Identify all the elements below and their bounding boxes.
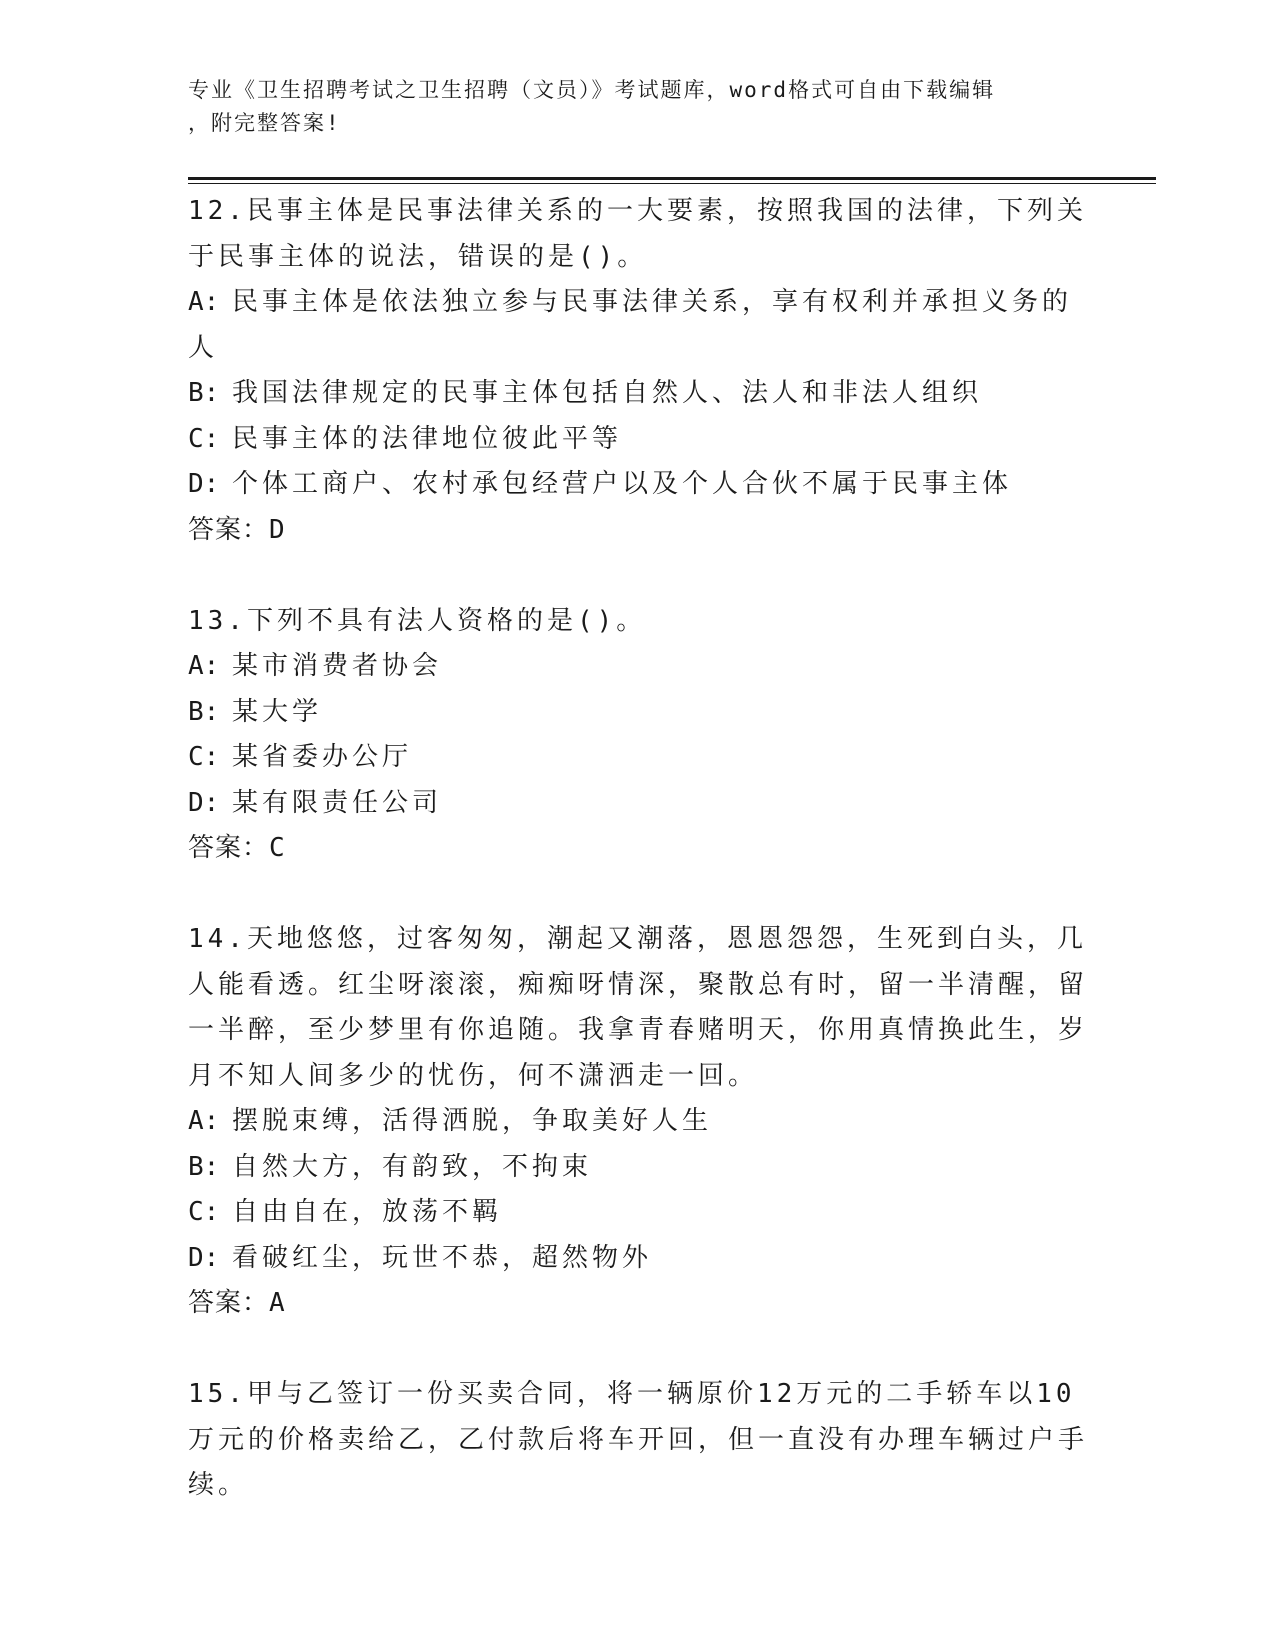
option-c bbox=[188, 1190, 1088, 1236]
option-letter: A: bbox=[188, 287, 220, 317]
option-c bbox=[188, 417, 1088, 463]
option-text: 某市消费者协会 bbox=[232, 651, 443, 681]
document-header bbox=[188, 74, 1088, 140]
option-letter: D: bbox=[188, 469, 220, 499]
option-letter: C: bbox=[188, 742, 220, 772]
option-d bbox=[188, 781, 1088, 827]
question-text: 13.下列不具有法人资格的是()。 bbox=[188, 605, 647, 636]
answer-value: D bbox=[269, 514, 286, 545]
option-text: 我国法律规定的民事主体包括自然人、法人和非法人组织 bbox=[232, 378, 983, 408]
answer-label: 答案： bbox=[188, 833, 270, 863]
option-a bbox=[188, 1099, 1088, 1145]
option-text: 民事主体的法律地位彼此平等 bbox=[232, 423, 623, 454]
option-text: 摆脱束缚，活得洒脱，争取美好人生 bbox=[232, 1106, 713, 1136]
question-14 bbox=[188, 917, 1088, 1327]
option-letter: B: bbox=[188, 696, 220, 727]
option-d bbox=[188, 462, 1088, 508]
answer-label: 答案： bbox=[188, 514, 270, 545]
header-line-2: ，附完整答案! bbox=[188, 111, 341, 135]
option-a bbox=[188, 644, 1088, 690]
question-text: 12.民事主体是民事法律关系的一大要素，按照我国的法律，下列关于民事主体的说法，错误的是()。 bbox=[188, 196, 1087, 272]
answer-label: 答案： bbox=[188, 1288, 270, 1318]
header-divider-thick bbox=[188, 177, 1156, 180]
option-letter: D: bbox=[188, 787, 220, 818]
option-text: 民事主体是依法独立参与民事法律关系，享有权利并承担义务的人 bbox=[188, 287, 1073, 363]
option-text: 某省委办公厅 bbox=[232, 742, 413, 772]
option-text: 某大学 bbox=[232, 696, 323, 727]
question-text: 14.天地悠悠，过客匆匆，潮起又潮落，恩恩怨怨，生死到白头，几人能看透。红尘呀滚滚，痴痴呀情深，聚散总有时，留一半清醒，留一半醉，至少梦里有你追随。我拿青春赌明天，你用真情换此生，岁月不知人间多少的忧伤，何不潇洒走一回。 bbox=[188, 924, 1089, 1091]
answer-line bbox=[188, 508, 1088, 554]
question-13 bbox=[188, 599, 1088, 872]
option-letter: C: bbox=[188, 1197, 220, 1227]
question-12 bbox=[188, 189, 1088, 553]
option-b bbox=[188, 1145, 1088, 1191]
option-letter: B: bbox=[188, 378, 220, 408]
option-letter: C: bbox=[188, 423, 220, 454]
option-letter: A: bbox=[188, 651, 220, 681]
option-text: 自然大方，有韵致，不拘束 bbox=[232, 1151, 593, 1182]
answer-value: C bbox=[269, 833, 286, 863]
header-divider-thin bbox=[188, 183, 1156, 184]
option-text: 某有限责任公司 bbox=[232, 787, 443, 818]
option-text: 看破红尘，玩世不恭，超然物外 bbox=[232, 1242, 653, 1273]
option-a bbox=[188, 280, 1088, 371]
question-text: 15.甲与乙签订一份买卖合同，将一辆原价12万元的二手轿车以10万元的价格卖给乙，乙付款后将车开回，但一直没有办理车辆过户手续。 bbox=[188, 1379, 1089, 1500]
option-text: 自由自在，放荡不羁 bbox=[232, 1197, 503, 1227]
question-list bbox=[188, 189, 1088, 1554]
option-letter: B: bbox=[188, 1151, 220, 1182]
option-text: 个体工商户、农村承包经营户以及个人合伙不属于民事主体 bbox=[232, 469, 1013, 499]
option-c bbox=[188, 735, 1088, 781]
option-letter: A: bbox=[188, 1106, 220, 1136]
header-line-1: 专业《卫生招聘考试之卫生招聘（文员）》考试题库，word格式可自由下载编辑 bbox=[188, 78, 996, 102]
option-letter: D: bbox=[188, 1242, 220, 1273]
answer-line bbox=[188, 1281, 1088, 1327]
option-d bbox=[188, 1236, 1088, 1282]
option-b bbox=[188, 371, 1088, 417]
answer-value: A bbox=[269, 1288, 286, 1318]
option-b bbox=[188, 690, 1088, 736]
answer-line bbox=[188, 826, 1088, 872]
question-15 bbox=[188, 1372, 1088, 1509]
